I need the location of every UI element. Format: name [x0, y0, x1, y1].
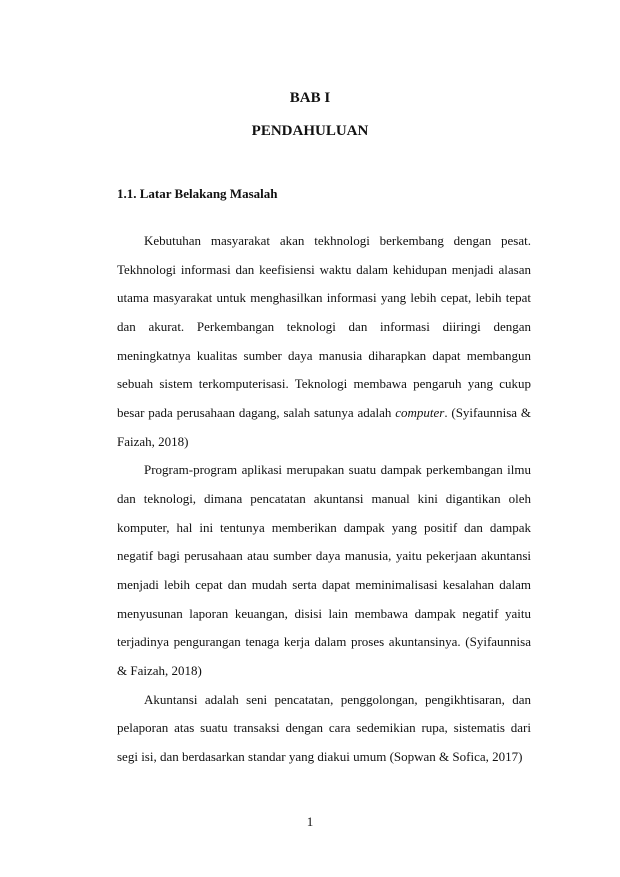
section-heading: 1.1. Latar Belakang Masalah [117, 186, 278, 201]
paragraph-1-text: Kebutuhan masyarakat akan tekhnologi berkembang dengan pesat. Tekhnologi informasi dan keefisiensi waktu dalam kehidupan menjadi alasan utama masyarakat untuk menghasilkan informasi yang lebih cepat, lebih tepat dan akurat. Perkembangan teknologi dan informasi diiringi dengan meningkatnya kualitas sumber daya manusia diharapkan dapat membangun sebuah sistem terkomputerisasi. Teknologi membawa pengaruh yang cukup besar pada perusahaan dagang, salah satunya adalah [117, 233, 531, 420]
paragraph-1 [117, 227, 531, 456]
chapter-subtitle: PENDAHULUAN [251, 123, 369, 139]
chapter-title: BAB I [289, 90, 331, 106]
paragraph-3: Akuntansi adalah seni pencatatan, penggolongan, pengikhtisaran, dan pelaporan atas suatu transaksi dengan cara sedemikian rupa, sistematis dari segi isi, dan berdasarkan standar yang diakui umum (Sopwan & Sofica, 2017) [117, 691, 531, 764]
paragraph-1-citation: . (Syifaunnisa & Faizah, 2018) [117, 404, 531, 449]
body-text [117, 227, 531, 771]
page-number: 1 [306, 814, 314, 829]
paragraph-1-italic-term: computer [395, 404, 445, 420]
paragraph-2: Program-program aplikasi merupakan suatu dampak perkembangan ilmu dan teknologi, dimana pencatatan akuntansi manual kini digantikan oleh komputer, hal ini tentunya memberikan dampak yang positif dan dampak negatif bagi perusahaan atau sumber daya manusia, yaitu pekerjaan akuntansi menjadi lebih cepat dan mudah serta dapat meminimalisasi kesalahan dalam menyusunan laporan keuangan, disisi lain membawa dampak negatif yaitu terjadinya pengurangan tenaga kerja dalam proses akuntansinya. (Syifaunnisa & Faizah, 2018) [117, 462, 531, 678]
